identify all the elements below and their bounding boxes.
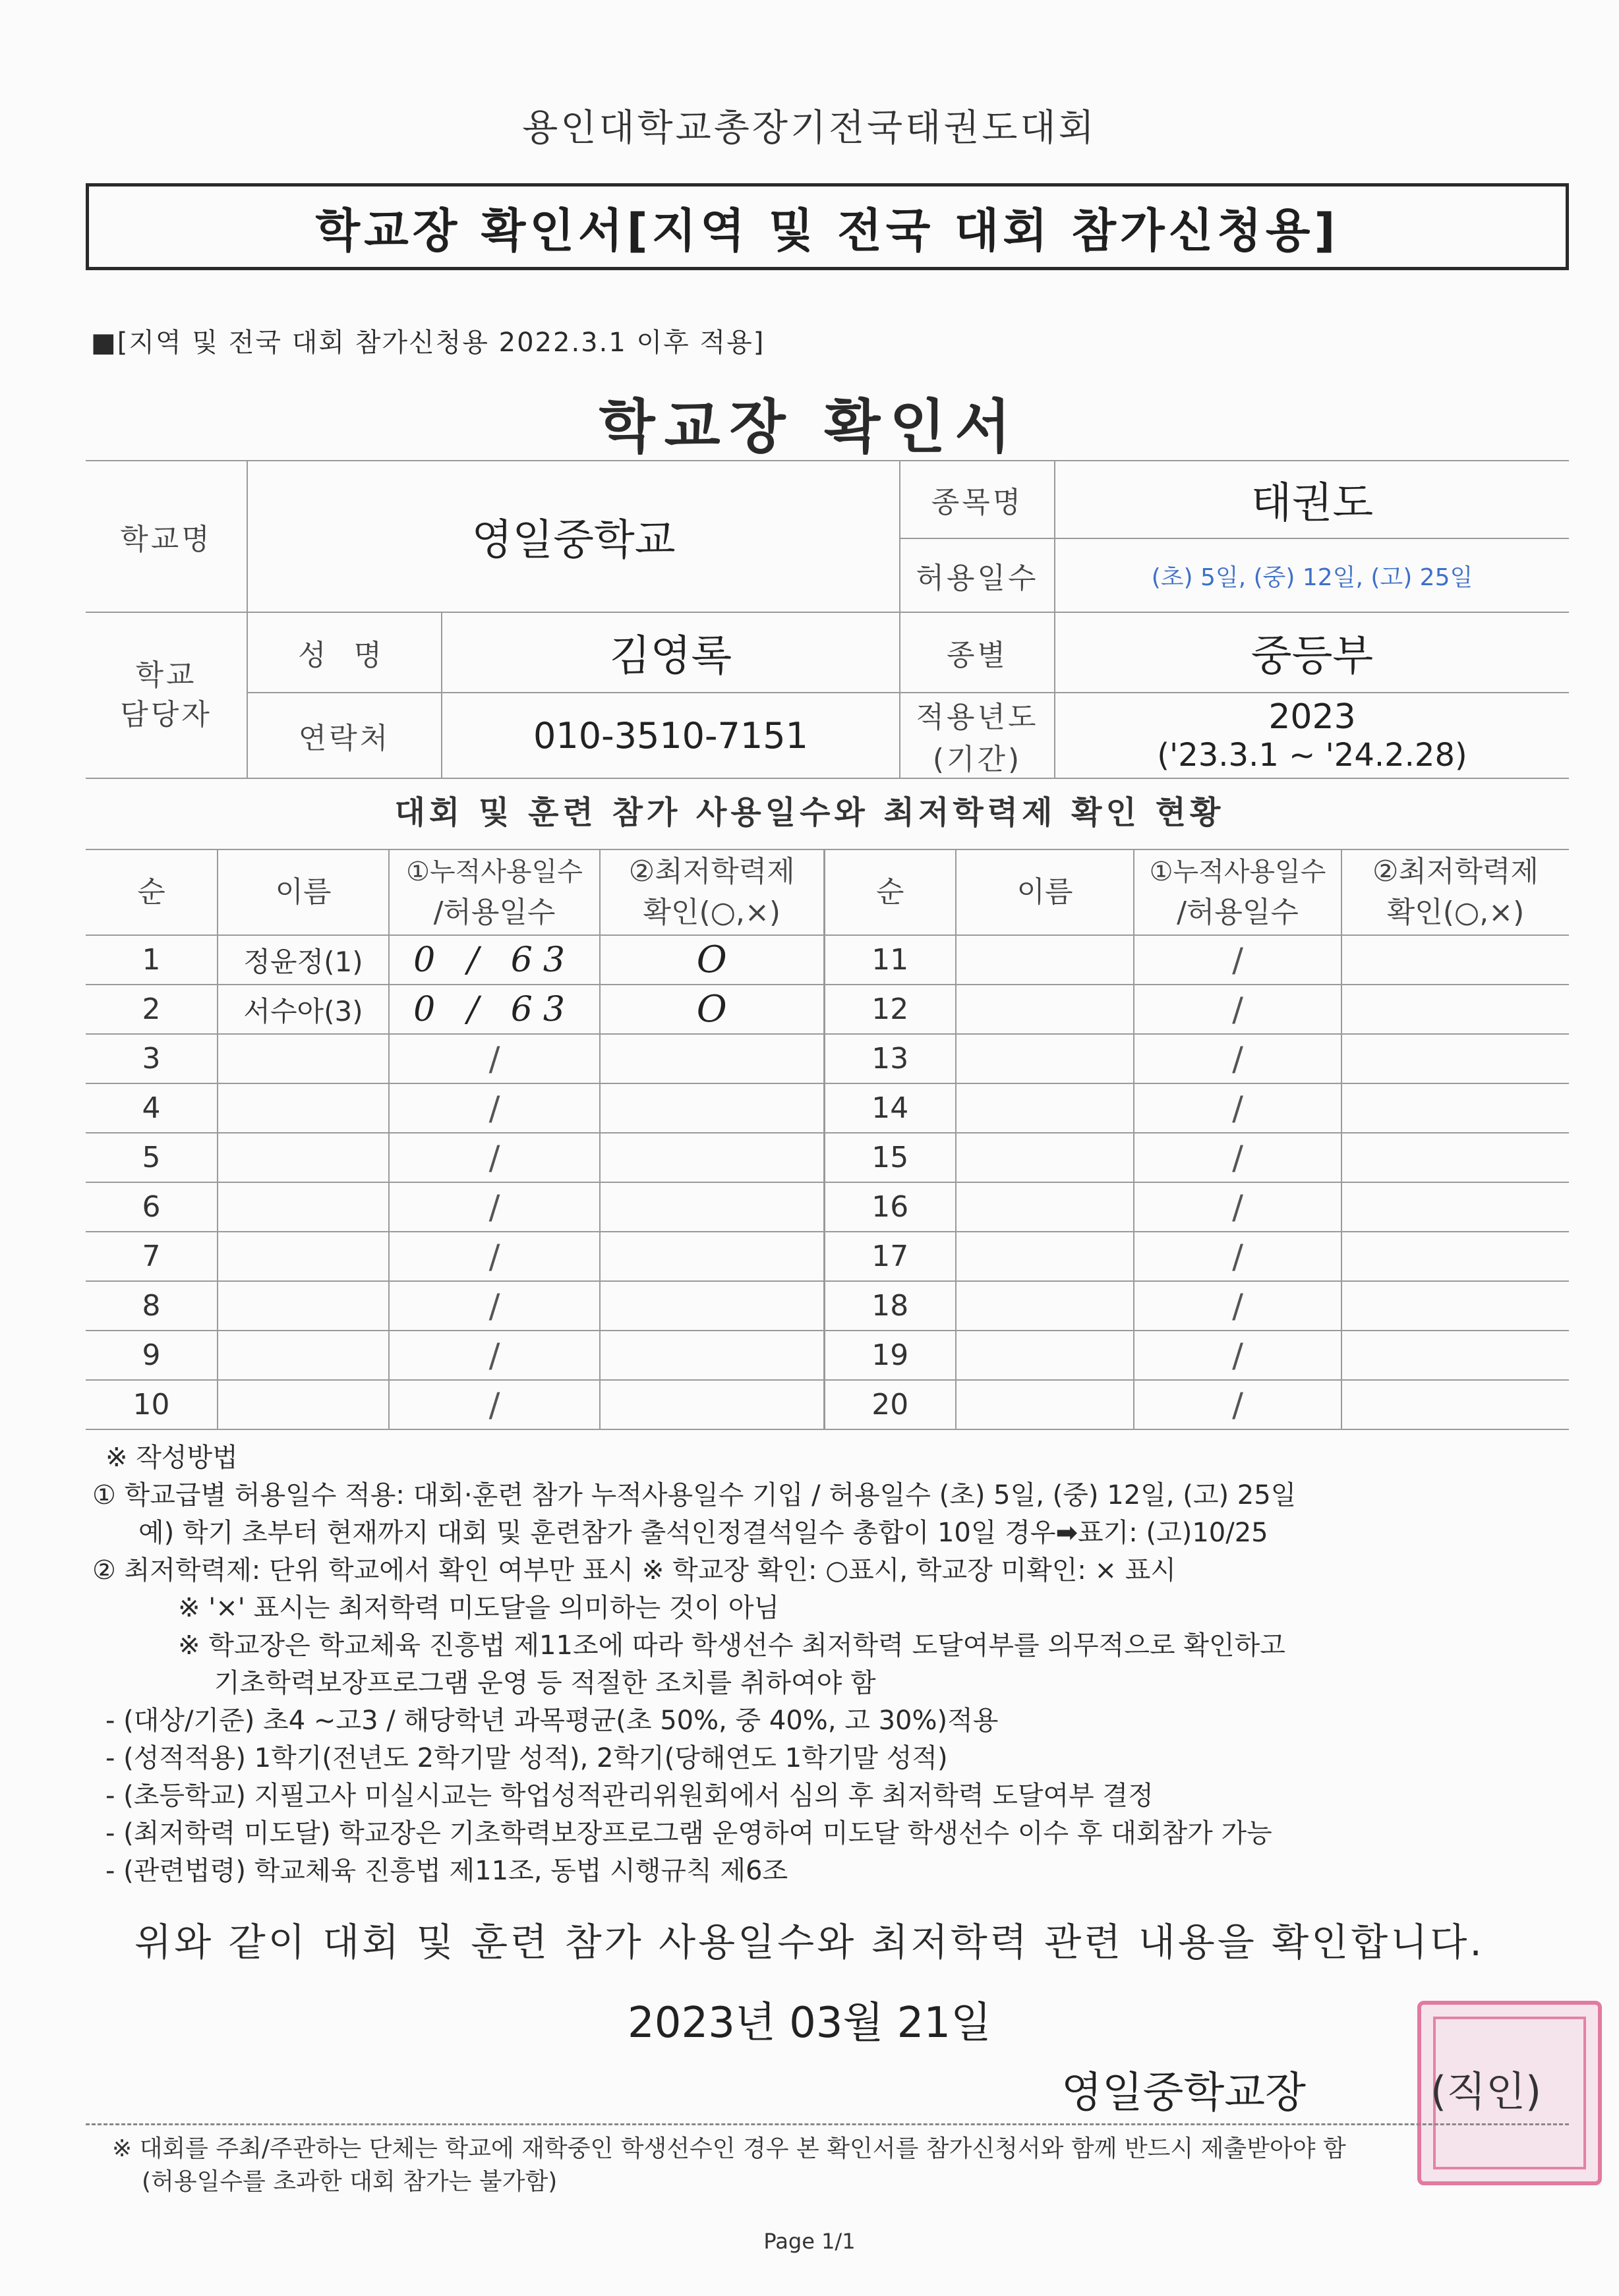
student-name-cell	[218, 985, 389, 1034]
row-number-cell	[86, 1182, 218, 1232]
student-name-cell	[956, 1182, 1134, 1232]
instruction-line: - (성적적용) 1학기(전년도 2학기말 성적), 2학기(당해연도 1학기말 성적)	[105, 1743, 948, 1773]
student-name-cell	[956, 1133, 1134, 1182]
academic-check-cell	[600, 935, 824, 985]
days-used: /	[488, 1188, 500, 1226]
row-number-cell	[824, 1182, 956, 1232]
academic-check-cell	[1341, 1281, 1569, 1331]
header-days: ①누적사용일수 /허용일수	[389, 849, 600, 935]
academic-check-cell	[600, 1034, 824, 1083]
footnote-line: (허용일수를 초과한 대회 참가는 불가함)	[142, 2168, 558, 2195]
division: 중등부	[1251, 632, 1374, 681]
row-number-cell	[824, 985, 956, 1034]
days-used-cell	[389, 1182, 600, 1232]
days-used: /	[488, 1286, 500, 1325]
header-days-2: ①누적사용일수 /허용일수	[1134, 849, 1341, 935]
row-number-cell	[86, 1281, 218, 1331]
days-used: /	[1232, 1237, 1243, 1276]
student-name-cell	[218, 1083, 389, 1133]
division-label: 종별	[946, 639, 1008, 672]
allowed-days: (초) 5일, (중) 12일, (고) 25일	[1151, 563, 1473, 591]
student-name-cell	[218, 1331, 389, 1380]
days-used-cell	[1134, 1182, 1341, 1232]
row-number-cell	[86, 1034, 218, 1083]
days-used-cell	[1134, 935, 1341, 985]
name-label: 성 명	[298, 639, 391, 672]
header-no-2: 순	[824, 849, 956, 935]
row-number: 11	[871, 943, 909, 977]
student-name-cell	[956, 935, 1134, 985]
row-number: 15	[871, 1141, 909, 1174]
table-row	[86, 1380, 1569, 1429]
instruction-line: ② 최저학력제: 단위 학교에서 확인 여부만 표시 ※ 학교장 확인: ○표시, 학교장 미확인: × 표시	[92, 1555, 1177, 1586]
staff-name: 김영록	[609, 632, 732, 681]
table-row	[86, 1232, 1569, 1281]
days-used: /	[1232, 940, 1243, 979]
contact-label: 연락처	[298, 722, 391, 755]
row-number: 3	[142, 1042, 161, 1076]
days-used-cell	[1134, 1232, 1341, 1281]
row-number: 18	[871, 1289, 909, 1323]
row-number-cell	[824, 1232, 956, 1281]
staff-label-cell	[86, 612, 247, 778]
confirmation-statement: 위와 같이 대회 및 훈련 참가 사용일수와 최저학력 관련 내용을 확인합니다.	[134, 1920, 1485, 1965]
period-label: (기간)	[932, 743, 1022, 776]
student-name-cell	[956, 1380, 1134, 1429]
days-used-cell	[1134, 1133, 1341, 1182]
row-number: 13	[871, 1042, 909, 1076]
days-used-cell	[389, 1034, 600, 1083]
row-number: 1	[142, 943, 161, 977]
document-title: 학교장 확인서	[599, 393, 1020, 461]
academic-check-cell	[600, 1232, 824, 1281]
student-name-cell	[218, 1380, 389, 1429]
school-name: 영일중학교	[471, 516, 676, 565]
days-used: /	[488, 1237, 500, 1276]
days-used-cell	[1134, 1281, 1341, 1331]
seal-label: (직인)	[1430, 2067, 1542, 2115]
days-used-cell	[1134, 1083, 1341, 1133]
table-row	[86, 1034, 1569, 1083]
form-title: 학교장 확인서[지역 및 전국 대회 참가신청용]	[315, 203, 1339, 258]
instructions	[92, 1439, 1569, 1890]
academic-check-cell	[600, 1133, 824, 1182]
row-number-cell	[86, 1380, 218, 1429]
staff-label: 학교 담당자	[120, 658, 212, 732]
academic-check-cell	[600, 1331, 824, 1380]
row-number: 20	[871, 1388, 909, 1421]
roster-table	[86, 849, 1569, 1430]
row-number-cell	[824, 1034, 956, 1083]
contact-cell	[442, 693, 900, 778]
footnote-line: ※ 대회를 주최/주관하는 단체는 학교에 재학중인 학생선수인 경우 본 확인서를 참가신청서와 함께 반드시 제출받아야 함	[112, 2135, 1346, 2162]
days-used: /	[488, 1138, 500, 1177]
days-used: 0 / 63	[413, 940, 575, 980]
school-name-label-cell	[86, 461, 247, 612]
instruction-line: - (최저학력 미도달) 학교장은 기초학력보장프로그램 운영하여 미도달 학생선수 이수 후 대회참가 가능	[105, 1818, 1272, 1849]
days-used-cell	[1134, 1034, 1341, 1083]
row-number-cell	[824, 1331, 956, 1380]
header-academic: ②최저학력제 확인(○,×)	[600, 849, 824, 935]
academic-check-cell	[600, 1083, 824, 1133]
table-row	[86, 1133, 1569, 1182]
days-used: /	[488, 1089, 500, 1128]
instruction-line: ※ '×' 표시는 최저학력 미도달을 의미하는 것이 아님	[178, 1593, 780, 1623]
row-number-cell	[86, 1083, 218, 1133]
days-used-cell	[389, 985, 600, 1034]
row-number-cell	[824, 1133, 956, 1182]
row-number-cell	[824, 1380, 956, 1429]
academic-check-cell	[600, 1281, 824, 1331]
allowed-days-label: 허용일수	[916, 561, 1039, 595]
row-number-cell	[86, 1331, 218, 1380]
page-number: Page 1/1	[763, 2229, 856, 2254]
days-used-cell	[389, 1232, 600, 1281]
days-used: /	[1232, 1188, 1243, 1226]
staff-name-cell	[442, 612, 900, 693]
header-academic-2: ②최저학력제 확인(○,×)	[1341, 849, 1569, 935]
school-name-cell	[247, 461, 900, 612]
row-number: 10	[132, 1388, 170, 1421]
status-title: 대회 및 훈련 참가 사용일수와 최저학력제 확인 현황	[394, 794, 1225, 831]
academic-check-cell	[1341, 1034, 1569, 1083]
principal-title: 영일중학교장	[1061, 2069, 1306, 2117]
arrow-right-icon: ➡	[1055, 1518, 1078, 1548]
academic-check-cell	[1341, 1083, 1569, 1133]
row-number: 17	[871, 1240, 909, 1273]
row-number-cell	[824, 1083, 956, 1133]
table-row	[86, 1331, 1569, 1380]
days-used: 0 / 63	[413, 989, 575, 1029]
table-row	[86, 985, 1569, 1034]
issue-date: 2023년 03월 21일	[628, 1999, 991, 2048]
student-name-cell	[218, 1133, 389, 1182]
row-number-cell	[86, 935, 218, 985]
row-number-cell	[86, 985, 218, 1034]
row-number: 16	[871, 1190, 909, 1224]
academic-check-cell	[1341, 1182, 1569, 1232]
student-name-cell	[218, 1182, 389, 1232]
instruction-line: 기초학력보장프로그램 운영 등 적절한 조치를 취하여야 함	[214, 1668, 876, 1698]
academic-check-cell	[600, 1380, 824, 1429]
days-used-cell	[1134, 1331, 1341, 1380]
divider	[86, 2123, 1569, 2125]
row-number: 5	[142, 1141, 161, 1174]
sport-cell	[1055, 461, 1569, 538]
year-cell	[1055, 693, 1569, 778]
days-used-cell	[1134, 985, 1341, 1034]
header-no: 순	[86, 849, 218, 935]
days-used-cell	[389, 1083, 600, 1133]
form-title-box	[86, 183, 1569, 270]
allowed-days-cell	[1055, 538, 1569, 612]
days-used-cell	[389, 1133, 600, 1182]
table-row	[86, 1182, 1569, 1232]
year-label-cell	[900, 693, 1055, 778]
academic-check: O	[696, 988, 727, 1031]
student-name-cell	[956, 1034, 1134, 1083]
allowed-days-label-cell	[900, 538, 1055, 612]
student-name-cell	[956, 1083, 1134, 1133]
days-used: /	[1232, 1089, 1243, 1128]
instruction-example: 예) 학기 초부터 현재까지 대회 및 훈련참가 출석인정결석일수 총합이 10일 경우➡표기: (고)10/25	[138, 1518, 1268, 1548]
contact-number: 010-3510-7151	[533, 714, 808, 757]
row-number: 2	[142, 992, 161, 1026]
academic-check: O	[696, 938, 727, 981]
school-name-label: 학교명	[120, 523, 212, 556]
student-name-cell	[218, 1034, 389, 1083]
applied-year: 2023	[1268, 697, 1356, 737]
contact-label-cell	[247, 693, 442, 778]
academic-check-cell	[1341, 1133, 1569, 1182]
row-number: 12	[871, 992, 909, 1026]
table-row	[86, 1083, 1569, 1133]
header-name: 이름	[218, 849, 389, 935]
student-name-cell	[956, 985, 1134, 1034]
instruction-line: - (대상/기준) 초4 ~고3 / 해당학년 과목평균(초 50%, 중 40%, 고 30%)적용	[105, 1706, 999, 1736]
days-used: /	[1232, 1138, 1243, 1177]
row-number-cell	[86, 1133, 218, 1182]
student-name-cell	[218, 935, 389, 985]
student-name: 서수아(3)	[243, 994, 363, 1027]
instruction-line: - (초등학교) 지필고사 미실시교는 학업성적관리위원회에서 심의 후 최저학력 도달여부 결정	[105, 1781, 1154, 1811]
instruction-line: ※ 학교장은 학교체육 진흥법 제11조에 따라 학생선수 최저학력 도달여부를 의무적으로 확인하고	[178, 1630, 1285, 1661]
row-number: 19	[871, 1338, 909, 1372]
days-used: /	[1232, 1385, 1243, 1424]
student-name-cell	[956, 1281, 1134, 1331]
student-name: 정윤정(1)	[243, 945, 363, 978]
days-used: /	[488, 1385, 500, 1424]
days-used-cell	[1134, 1380, 1341, 1429]
division-cell	[1055, 612, 1569, 693]
academic-check-cell	[600, 1182, 824, 1232]
student-name-cell	[218, 1281, 389, 1331]
student-name-cell	[956, 1232, 1134, 1281]
division-label-cell	[900, 612, 1055, 693]
row-number-cell	[824, 935, 956, 985]
row-number: 8	[142, 1289, 161, 1323]
sport-name: 태권도	[1251, 479, 1374, 528]
row-number: 9	[142, 1338, 161, 1372]
days-used: /	[488, 1336, 500, 1375]
days-used: /	[1232, 1286, 1243, 1325]
row-number: 7	[142, 1240, 161, 1273]
sport-label-cell	[900, 461, 1055, 538]
instruction-line: - (관련법령) 학교체육 진흥법 제11조, 동법 시행규칙 제6조	[105, 1856, 788, 1886]
event-name: 용인대학교총장기전국태권도대회	[522, 107, 1097, 150]
row-number-cell	[824, 1281, 956, 1331]
row-number: 4	[142, 1091, 161, 1125]
applied-period: ('23.3.1 ~ '24.2.28)	[1157, 737, 1467, 774]
academic-check-cell	[1341, 1380, 1569, 1429]
student-name-cell	[956, 1331, 1134, 1380]
footnote	[112, 2133, 1346, 2198]
instructions-heading: ※ 작성방법	[105, 1443, 238, 1473]
academic-check-cell	[600, 985, 824, 1034]
days-used-cell	[389, 1331, 600, 1380]
instruction-line: ① 학교급별 허용일수 적용: 대회·훈련 참가 누적사용일수 기입 / 허용일수 (초) 5일, (중) 12일, (고) 25일	[92, 1480, 1297, 1510]
table-row	[86, 1281, 1569, 1331]
days-used: /	[1232, 990, 1243, 1029]
days-used: /	[488, 1039, 500, 1078]
school-info-table	[86, 460, 1569, 779]
row-number: 6	[142, 1190, 161, 1224]
days-used-cell	[389, 1281, 600, 1331]
academic-check-cell	[1341, 1331, 1569, 1380]
academic-check-cell	[1341, 1232, 1569, 1281]
row-number-cell	[86, 1232, 218, 1281]
days-used-cell	[389, 935, 600, 985]
academic-check-cell	[1341, 935, 1569, 985]
days-used-cell	[389, 1380, 600, 1429]
table-row	[86, 935, 1569, 985]
student-name-cell	[218, 1232, 389, 1281]
days-used: /	[1232, 1039, 1243, 1078]
year-label: 적용년도	[916, 701, 1039, 734]
header-name-2: 이름	[956, 849, 1134, 935]
row-number: 14	[871, 1091, 909, 1125]
days-used: /	[1232, 1336, 1243, 1375]
applicability-notice: ■[지역 및 전국 대회 참가신청용 2022.3.1 이후 적용]	[91, 328, 765, 358]
name-label-cell	[247, 612, 442, 693]
academic-check-cell	[1341, 985, 1569, 1034]
sport-label: 종목명	[931, 486, 1024, 519]
